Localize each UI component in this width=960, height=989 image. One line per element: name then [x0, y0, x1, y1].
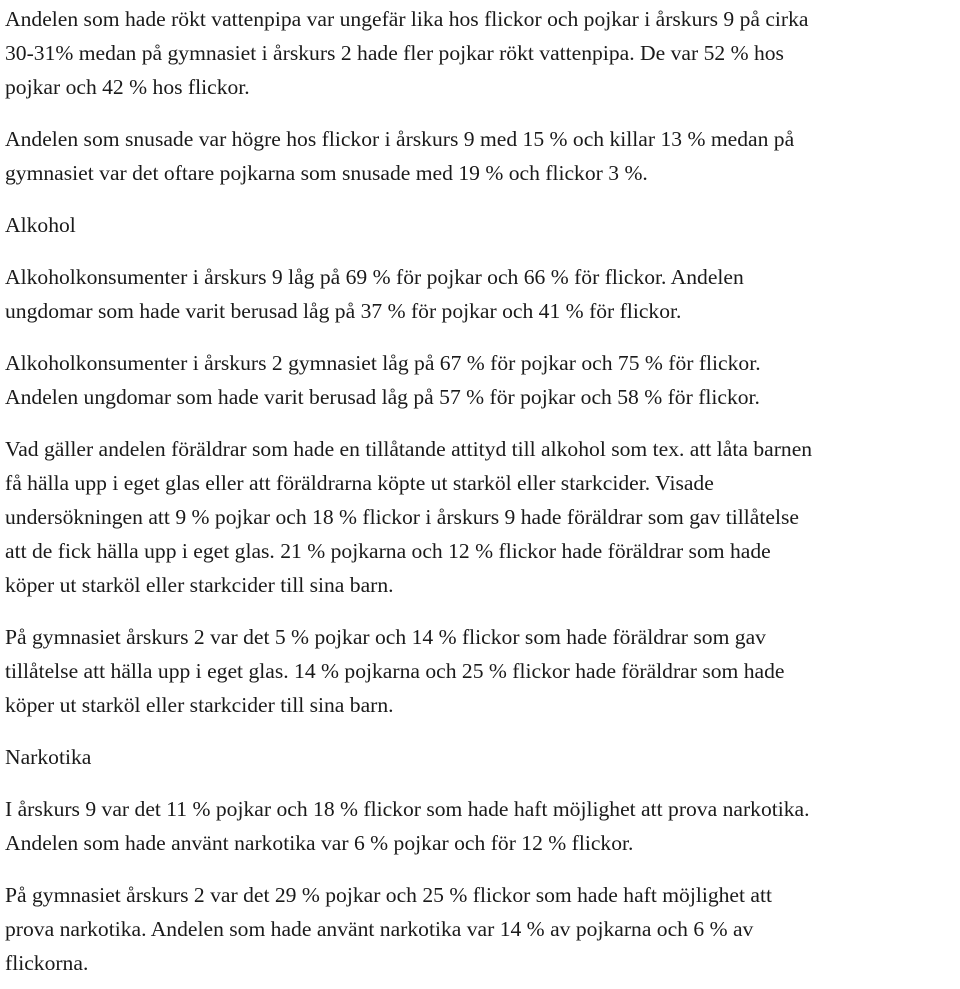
section-heading: Narkotika [5, 745, 92, 769]
text-line: pojkar och 42 % hos flickor. [5, 75, 250, 99]
text-line: tillåtelse att hälla upp i eget glas. 14 % pojkarna och 25 % flickor hade föräldrar som hade [5, 659, 785, 683]
text-line: Vad gäller andelen föräldrar som hade en tillåtande attityd till alkohol som tex. att låta barnen [5, 437, 813, 461]
text-line: Andelen som snusade var högre hos flickor i årskurs 9 med 15 % och killar 13 % medan på [5, 127, 795, 151]
text-line: gymnasiet var det oftare pojkarna som snusade med 19 % och flickor 3 %. [5, 161, 648, 185]
text-line: Andelen som hade rökt vattenpipa var ungefär lika hos flickor och pojkar i årskurs 9 på cirka [5, 7, 809, 31]
paragraph-snus [5, 122, 960, 190]
text-line: På gymnasiet årskurs 2 var det 5 % pojkar och 14 % flickor som hade föräldrar som gav [5, 625, 766, 649]
text-line: Andelen som hade använt narkotika var 6 % pojkar och för 12 % flickor. [5, 831, 634, 855]
document-body [5, 2, 960, 980]
text-line: ungdomar som hade varit berusad låg på 37 % för pojkar och 41 % för flickor. [5, 299, 682, 323]
text-line: Andelen ungdomar som hade varit berusad låg på 57 % för pojkar och 58 % för flickor. [5, 385, 760, 409]
paragraph-foraldrar-ak9 [5, 432, 960, 602]
heading-alkohol [5, 208, 960, 242]
text-line: I årskurs 9 var det 11 % pojkar och 18 % flickor som hade haft möjlighet att prova narkotika. [5, 797, 810, 821]
text-line: flickorna. [5, 951, 89, 975]
text-line: prova narkotika. Andelen som hade använt narkotika var 14 % av pojkarna och 6 % av [5, 917, 754, 941]
paragraph-vattenpipa [5, 2, 960, 104]
text-line: köper ut starköl eller starkcider till sina barn. [5, 573, 394, 597]
paragraph-narkotika-gy2 [5, 878, 960, 980]
text-line: köper ut starköl eller starkcider till sina barn. [5, 693, 394, 717]
text-line: att de fick hälla upp i eget glas. 21 % pojkarna och 12 % flickor hade föräldrar som hade [5, 539, 771, 563]
text-line: 30-31% medan på gymnasiet i årskurs 2 hade fler pojkar rökt vattenpipa. De var 52 % hos [5, 41, 784, 65]
paragraph-alkohol-gy2 [5, 346, 960, 414]
section-heading: Alkohol [5, 213, 76, 237]
text-line: Alkoholkonsumenter i årskurs 9 låg på 69 % för pojkar och 66 % för flickor. Andelen [5, 265, 744, 289]
text-line: Alkoholkonsumenter i årskurs 2 gymnasiet låg på 67 % för pojkar och 75 % för flickor. [5, 351, 761, 375]
heading-narkotika [5, 740, 960, 774]
text-line: undersökningen att 9 % pojkar och 18 % flickor i årskurs 9 hade föräldrar som gav tillåtelse [5, 505, 799, 529]
text-line: få hälla upp i eget glas eller att föräldrarna köpte ut starköl eller starkcider. Visade [5, 471, 714, 495]
text-line: På gymnasiet årskurs 2 var det 29 % pojkar och 25 % flickor som hade haft möjlighet att [5, 883, 772, 907]
paragraph-alkohol-ak9 [5, 260, 960, 328]
paragraph-narkotika-ak9 [5, 792, 960, 860]
paragraph-foraldrar-gy2 [5, 620, 960, 722]
